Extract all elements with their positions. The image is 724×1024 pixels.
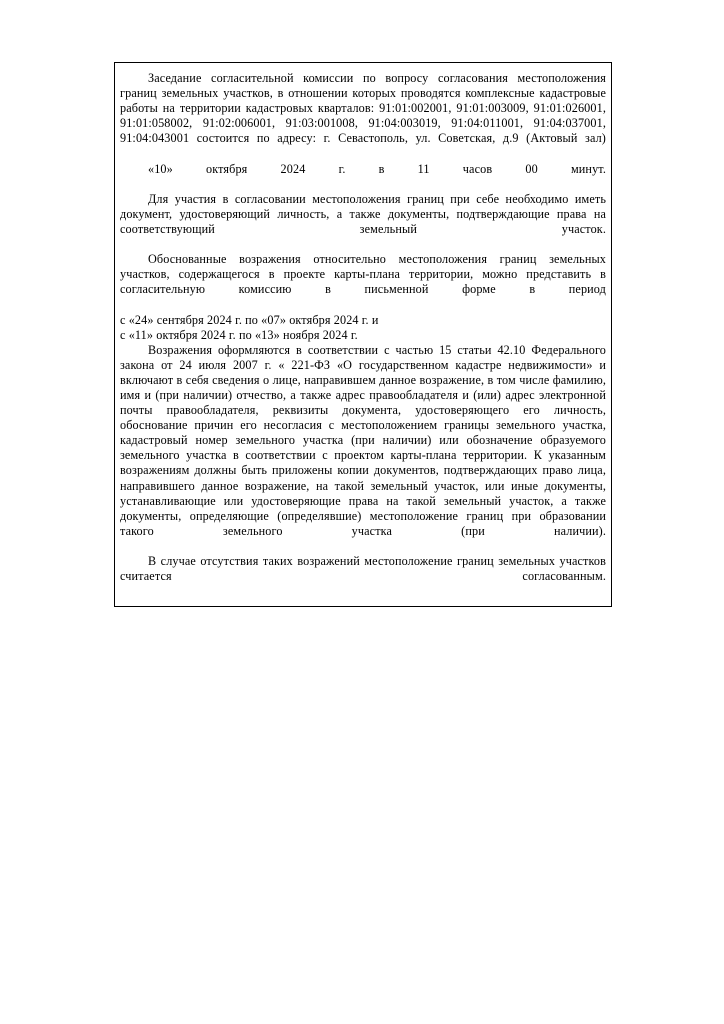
paragraph-participation-requirements: Для участия в согласовании местоположения границ при себе необходимо иметь документ, удостоверяющий личность, а также документы, подтверждающие права на соответствующий земельный участок.: [120, 191, 606, 236]
paragraph-meeting-datetime: «10» октября 2024 г. в 11 часов 00 минут.: [148, 161, 606, 176]
paragraph-period-second: с «11» октября 2024 г. по «13» ноября 2024 г.: [120, 327, 358, 342]
paragraph-default-agreement: В случае отсутствия таких возражений местоположение границ земельных участков считается согласованным.: [120, 554, 606, 584]
paragraph-legal-requirements: Возражения оформляются в соответствии с частью 15 статьи 42.10 Федерального закона от 24 июля 2007 г. « 221-ФЗ «О государственном кадастре недвижимости» и включают в себя сведения о лице, направившем данное возражение, в том числе фамилию, имя и (при наличии) отчество, а также адрес правообладателя и (или) адрес электронной почты правообладателя, реквизиты документа, удостоверяющего его личность, обоснование причин его несогласия с местоположением границы земельного участка, кадастровый номер земельного участка (при наличии) или обозначение образуемого земельного участка в соответствии с проектом карты-плана территории. К указанным возражениям должны быть приложены копии документов, подтверждающих право лица, направившего данное возражение, на такой земельный участок, или иные документы, устанавливающие или удостоверяющие права на такой земельный участок, а также документы, определяющие (определявшие) местоположение границ при образовании такого земельного участка (при наличии).: [120, 342, 606, 538]
notice-body: [120, 71, 606, 599]
notice-text-box: [114, 62, 612, 607]
paragraph-meeting-announcement: Заседание согласительной комиссии по вопросу согласования местоположения границ земельных участков, в отношении которых проводятся комплексные кадастровые работы на территории кадастровых кварталов: 91:01:002001, 91:01:003009, 91:01:026001, 91:01:058002, 91:02:006001, 91:03:001008, 91:04:003019, 91:04:011001, 91:04:037001, 91:04:043001 состоится по адресу: г. Севастополь, ул. Советская, д.9 (Актовый зал): [120, 71, 606, 146]
paragraph-period-first: с «24» сентября 2024 г. по «07» октября 2024 г. и: [120, 312, 379, 327]
paragraph-objections-submission: Обоснованные возражения относительно местоположения границ земельных участков, содержащегося в проекте карты-плана территории, можно представить в согласительную комиссию в письменной форме в период: [120, 252, 606, 297]
